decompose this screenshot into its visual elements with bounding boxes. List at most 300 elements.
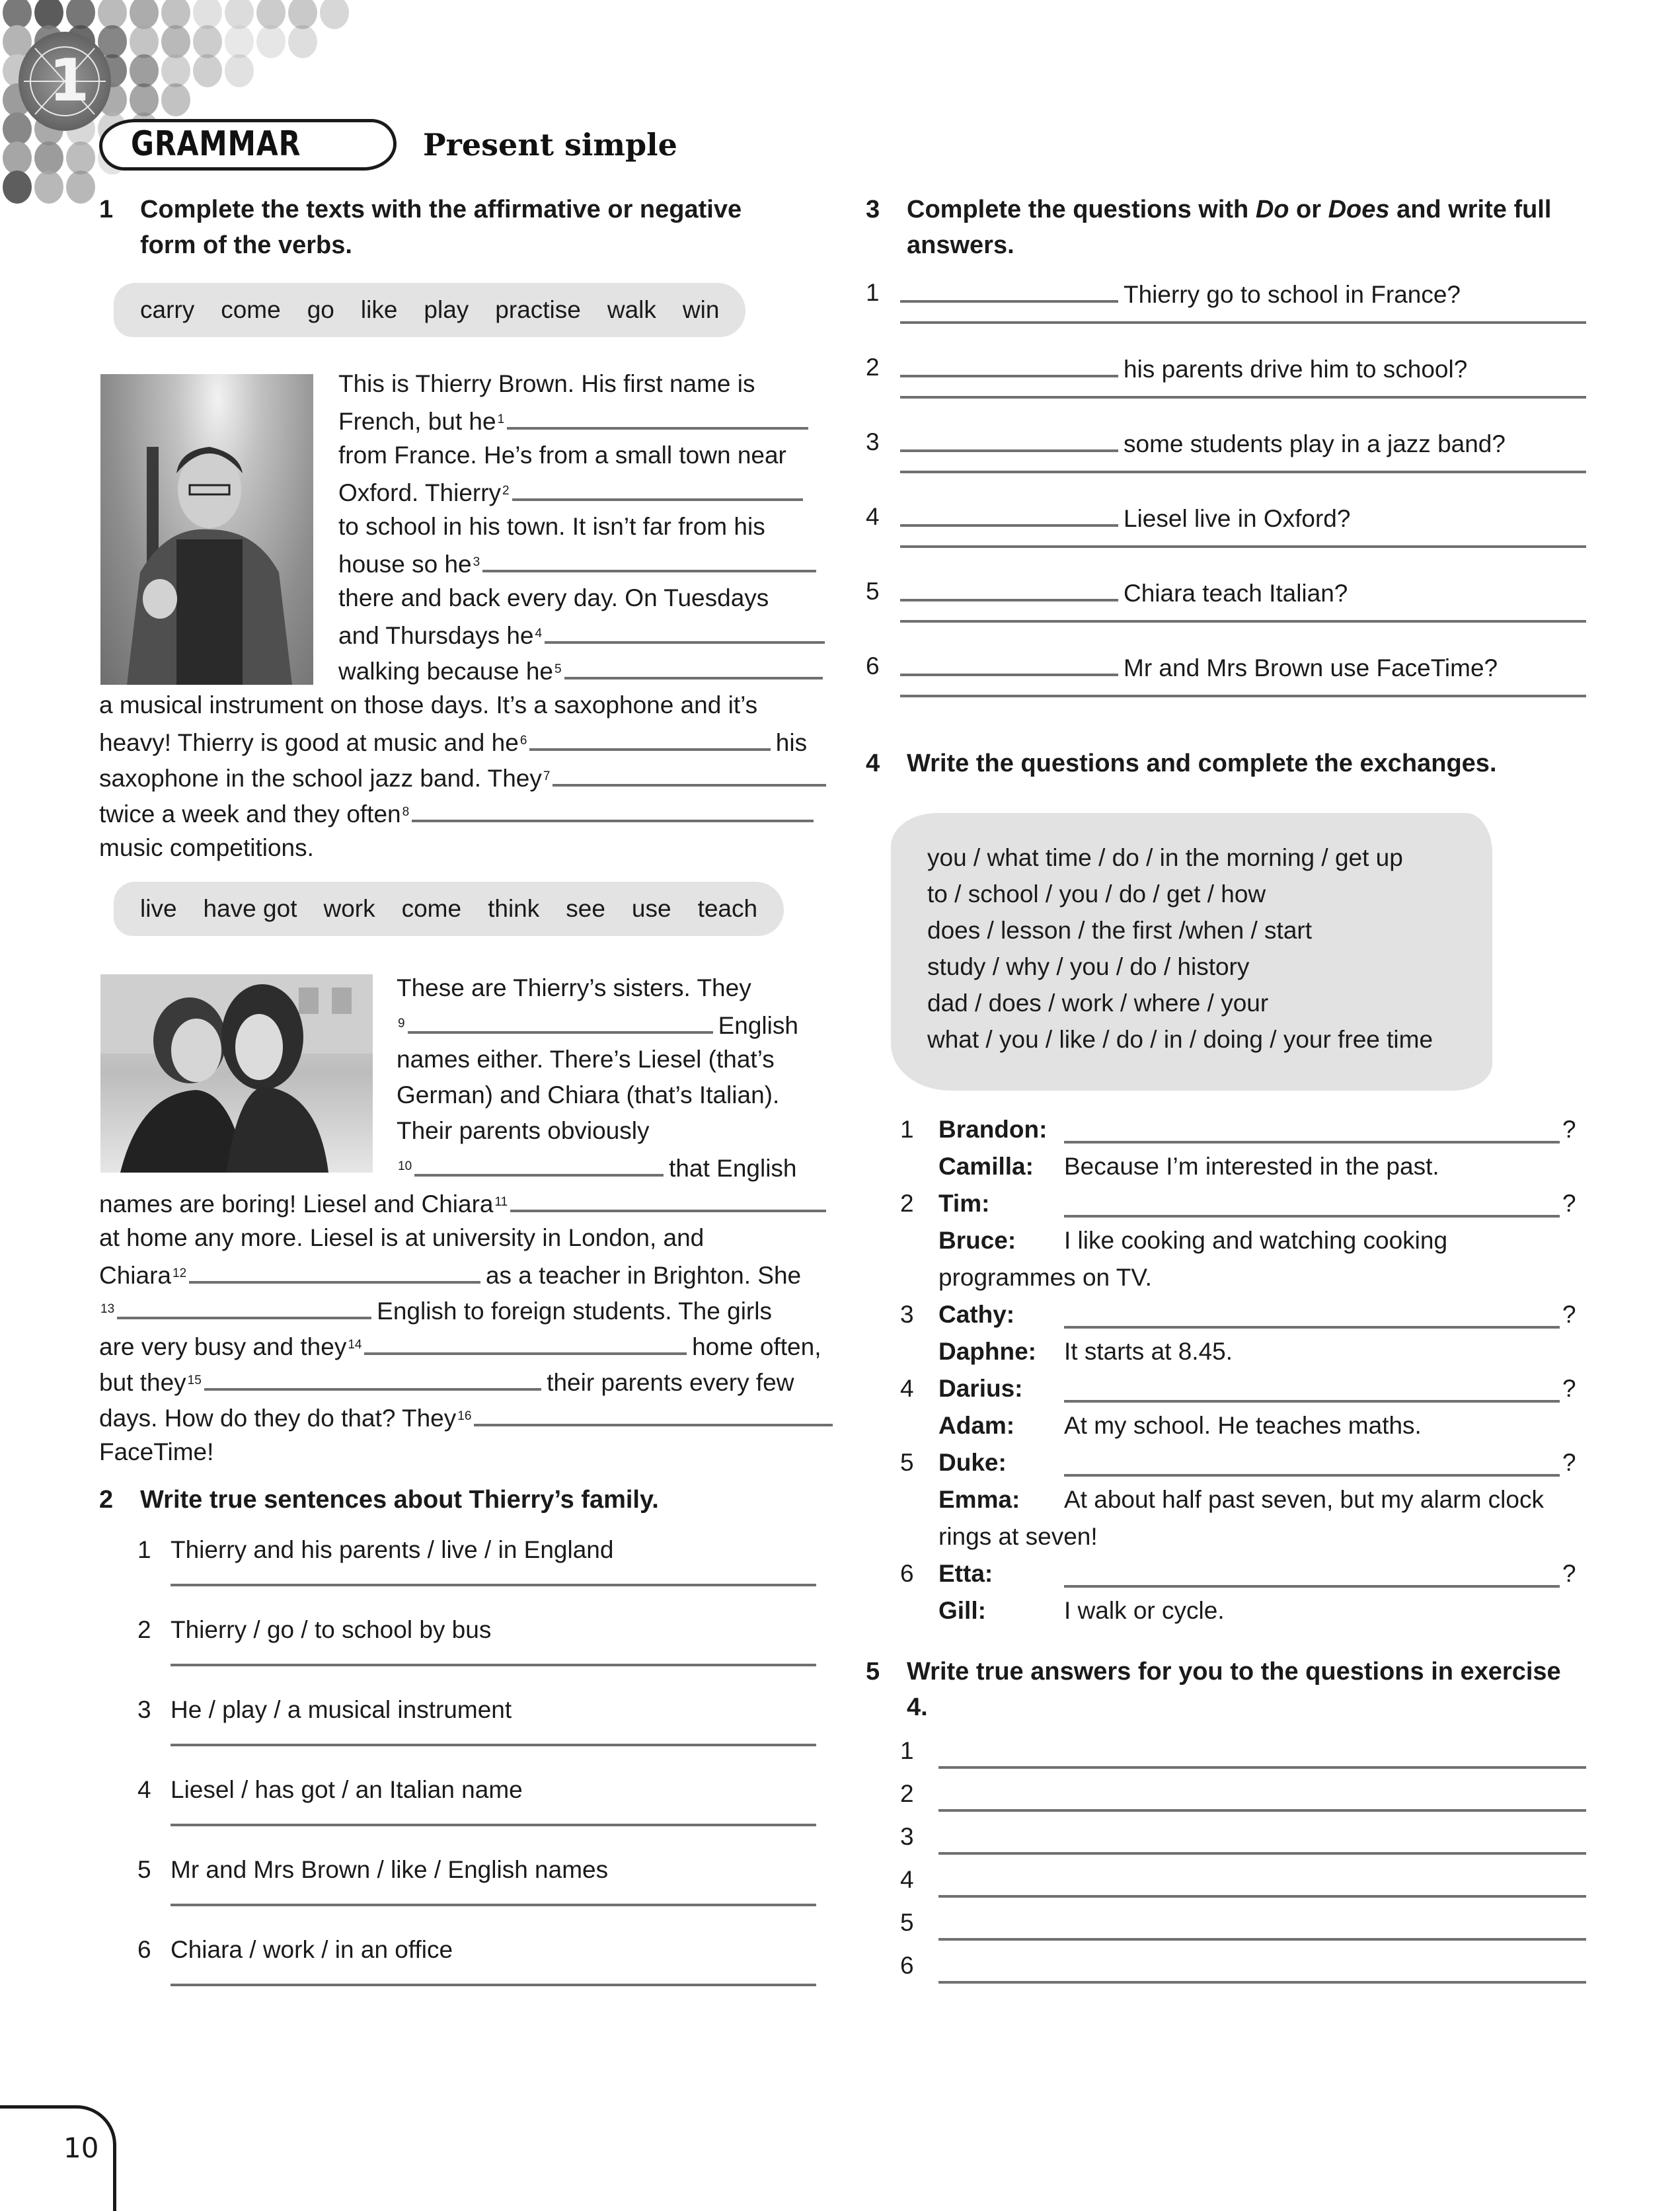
text-segment: English to foreign students. The girls xyxy=(377,1298,772,1325)
page-title: Present simple xyxy=(423,127,677,163)
question-text: Mr and Mrs Brown use FaceTime? xyxy=(1124,654,1498,681)
speaker-name: Brandon: xyxy=(938,1116,1048,1143)
item-number: 4 xyxy=(137,1776,151,1803)
gap-number: 7 xyxy=(543,769,551,783)
answer-line[interactable] xyxy=(938,1938,1586,1941)
item-number: 1 xyxy=(137,1536,151,1563)
word-box-word: win xyxy=(682,296,720,323)
exercise-number: 1 xyxy=(99,196,114,223)
item-number: 2 xyxy=(900,1780,914,1807)
answer-line[interactable] xyxy=(938,1766,1586,1769)
instruction-do: Do xyxy=(1255,196,1289,223)
item-number: 5 xyxy=(900,1909,914,1936)
prompt-line: what / you / like / do / in / doing / your free time xyxy=(927,1026,1433,1053)
text-segment: home often, xyxy=(692,1333,821,1360)
exercise-3-item xyxy=(866,424,1586,499)
text-segment: Their parents obviously xyxy=(397,1117,650,1144)
gap-number: 10 xyxy=(398,1159,412,1173)
decoration-dot xyxy=(320,0,349,29)
response-text: Because I’m interested in the past. xyxy=(1064,1153,1439,1180)
word-box-word: think xyxy=(488,895,540,922)
exercise-3-item xyxy=(866,499,1586,574)
exercise-3-item xyxy=(866,275,1586,350)
left-column xyxy=(99,192,821,2012)
gap-number: 4 xyxy=(535,627,543,640)
exercise-2-item xyxy=(99,1932,816,2007)
full-answer-line[interactable] xyxy=(900,321,1586,324)
exercise-3-item xyxy=(866,574,1586,648)
question-text: Liesel live in Oxford? xyxy=(1124,505,1351,532)
question-answer-line[interactable] xyxy=(1064,1326,1560,1329)
exchange-question-row xyxy=(866,1371,1586,1408)
answer-row xyxy=(866,1943,1586,1986)
decoration-dot xyxy=(130,25,159,58)
item-number: 1 xyxy=(900,1116,914,1143)
gap-number: 2 xyxy=(502,484,510,498)
question-mark: ? xyxy=(1562,1375,1576,1402)
word-box-word: practise xyxy=(495,296,581,323)
prompt-line: dad / does / work / where / your xyxy=(927,989,1269,1017)
text-segment: music competitions. xyxy=(99,834,314,861)
exchange-question-row xyxy=(866,1556,1586,1593)
text-line xyxy=(99,723,816,759)
text-segment: and Thursdays he xyxy=(338,622,534,649)
prompt-row xyxy=(99,1532,816,1568)
question-row xyxy=(866,499,1586,535)
page-number: 10 xyxy=(63,2132,99,2164)
prompt-row xyxy=(99,1692,816,1728)
answer-row xyxy=(866,1900,1586,1943)
text-line xyxy=(99,1256,816,1292)
item-number: 1 xyxy=(900,1737,914,1764)
decoration-dot xyxy=(66,171,95,204)
answer-line[interactable] xyxy=(938,1981,1586,1984)
decoration-dot xyxy=(130,54,159,87)
text-line xyxy=(99,473,816,509)
text-segment: but they xyxy=(99,1369,186,1396)
answer-line[interactable] xyxy=(171,1664,816,1666)
text-line xyxy=(99,795,816,830)
item-number: 6 xyxy=(137,1936,151,1963)
decoration-dot xyxy=(34,171,63,204)
text-line xyxy=(99,366,816,402)
exercise-2-heading xyxy=(99,1482,816,1518)
question-mark: ? xyxy=(1562,1301,1576,1328)
instruction-text: answers. xyxy=(907,231,1014,259)
text-line xyxy=(99,1149,816,1184)
answer-line[interactable] xyxy=(171,1904,816,1906)
word-box-word: work xyxy=(323,895,375,922)
text-segment: walking because he xyxy=(338,658,553,685)
item-number: 5 xyxy=(866,578,880,605)
text-line xyxy=(99,1006,816,1042)
text-segment: FaceTime! xyxy=(99,1438,214,1465)
text-line xyxy=(99,438,816,473)
text-line xyxy=(99,1113,816,1149)
text-segment: French, but he xyxy=(338,408,496,435)
answer-blank[interactable] xyxy=(482,545,816,572)
gap-number: 12 xyxy=(172,1266,187,1280)
item-prompt: Thierry and his parents / live / in England xyxy=(171,1536,614,1563)
question-answer-line[interactable] xyxy=(1064,1585,1560,1588)
prompt-row xyxy=(99,1772,816,1808)
decoration-dot xyxy=(130,83,159,116)
exercise-1-heading xyxy=(99,192,816,263)
question-answer-line[interactable] xyxy=(1064,1141,1560,1144)
answer-line[interactable] xyxy=(171,1984,816,1986)
exchange-answer-row xyxy=(866,1334,1586,1371)
question-mark: ? xyxy=(1562,1449,1576,1476)
do-does-blank[interactable] xyxy=(900,350,1118,377)
decoration-dot xyxy=(3,171,32,204)
section-label: GRAMMAR xyxy=(131,124,301,164)
prompt-row xyxy=(99,1932,816,1968)
item-number: 6 xyxy=(900,1560,914,1587)
speaker-name: Emma: xyxy=(938,1486,1020,1513)
answer-line[interactable] xyxy=(171,1824,816,1826)
exercise-3-heading xyxy=(866,192,1586,263)
response-text: It starts at 8.45. xyxy=(1064,1338,1233,1365)
exchange-answer-row xyxy=(866,1223,1586,1260)
exchange-answer-row xyxy=(866,1149,1586,1186)
question-text: some students play in a jazz band? xyxy=(1124,430,1506,457)
gap-number: 8 xyxy=(402,805,410,819)
question-row xyxy=(866,424,1586,460)
text-1 xyxy=(99,366,816,869)
exercise-2-item xyxy=(99,1532,816,1607)
text-segment: names are boring! Liesel and Chiara xyxy=(99,1190,494,1218)
item-number: 4 xyxy=(866,503,880,530)
word-box-2 xyxy=(114,882,784,936)
answer-row xyxy=(866,1771,1586,1814)
prompt-line: does / lesson / the first /when / start xyxy=(927,917,1312,944)
text-segment: as a teacher in Brighton. She xyxy=(485,1262,802,1289)
instruction-text: Complete the questions with xyxy=(907,196,1256,223)
answer-blank[interactable] xyxy=(414,1149,664,1177)
gap-number: 6 xyxy=(519,734,527,748)
text-1-lines xyxy=(99,366,816,866)
answer-row xyxy=(866,1814,1586,1857)
word-box-word: come xyxy=(401,895,462,922)
full-answer-line[interactable] xyxy=(900,620,1586,623)
decoration-dot xyxy=(66,141,95,175)
exercise-instruction-line: Complete the texts with the affirmative or negative xyxy=(140,196,742,223)
gap-number: 11 xyxy=(494,1195,508,1209)
text-segment: their parents every few xyxy=(547,1369,794,1396)
answer-blank[interactable] xyxy=(512,473,803,501)
response-continuation: programmes on TV. xyxy=(938,1264,1152,1291)
exercise-number: 3 xyxy=(866,196,880,223)
prompt-line: you / what time / do / in the morning / get up xyxy=(927,844,1403,871)
word-box-word: use xyxy=(631,895,671,922)
text-line xyxy=(99,1220,816,1256)
text-segment: are very busy and they xyxy=(99,1333,347,1360)
gap-number: 14 xyxy=(348,1338,362,1352)
do-does-blank[interactable] xyxy=(900,499,1118,527)
exercise-instruction: Write true answers for you to the questions in exercise 4. xyxy=(907,1658,1561,1721)
speaker-name: Etta: xyxy=(938,1560,993,1587)
question-answer-line[interactable] xyxy=(1064,1215,1560,1218)
text-line xyxy=(99,545,816,580)
word-box-word: come xyxy=(221,296,281,323)
answer-line[interactable] xyxy=(938,1852,1586,1855)
question-text: his parents drive him to school? xyxy=(1124,356,1468,383)
exercise-instruction: Write the questions and complete the exchanges. xyxy=(907,750,1497,777)
speaker-name: Tim: xyxy=(938,1190,990,1217)
text-segment: days. How do they do that? They xyxy=(99,1405,457,1432)
word-box-word: go xyxy=(307,296,334,323)
word-box-word: teach xyxy=(697,895,758,922)
gap-number: 13 xyxy=(100,1302,115,1316)
item-number: 2 xyxy=(137,1616,151,1643)
exchange-answer-row xyxy=(866,1408,1586,1445)
answer-blank[interactable] xyxy=(117,1292,371,1319)
answer-line[interactable] xyxy=(938,1895,1586,1898)
word-box-word: play xyxy=(424,296,469,323)
instruction-text: and write full xyxy=(1389,196,1552,223)
answer-row xyxy=(866,1728,1586,1771)
prompt-row xyxy=(99,1852,816,1888)
word-box-word: like xyxy=(360,296,398,323)
gap-number: 9 xyxy=(398,1017,405,1030)
decoration-dot xyxy=(193,25,222,58)
exchange-question-row xyxy=(866,1112,1586,1149)
text-segment: a musical instrument on those days. It’s a saxophone and it’s xyxy=(99,691,758,718)
exercise-number: 5 xyxy=(866,1658,880,1686)
decoration-dot xyxy=(225,54,254,87)
text-segment: his xyxy=(775,729,808,756)
item-number: 1 xyxy=(866,279,880,306)
answer-blank[interactable] xyxy=(408,1006,713,1034)
full-answer-line[interactable] xyxy=(900,695,1586,697)
gap-number: 5 xyxy=(554,662,562,676)
text-segment: to school in his town. It isn’t far from his xyxy=(338,513,765,540)
question-answer-line[interactable] xyxy=(1064,1474,1560,1477)
item-number: 4 xyxy=(900,1375,914,1402)
question-mark: ? xyxy=(1562,1190,1576,1217)
prompt-line: to / school / you / do / get / how xyxy=(927,880,1266,908)
answer-blank[interactable] xyxy=(412,795,814,822)
question-answer-line[interactable] xyxy=(1064,1400,1560,1403)
text-segment: saxophone in the school jazz band. They xyxy=(99,765,542,792)
speaker-name: Bruce: xyxy=(938,1227,1016,1254)
text-line xyxy=(99,616,816,652)
exercise-5-heading xyxy=(866,1654,1586,1725)
text-segment: heavy! Thierry is good at music and he xyxy=(99,729,519,756)
question-row xyxy=(866,574,1586,609)
item-number: 5 xyxy=(137,1856,151,1883)
text-segment: there and back every day. On Tuesdays xyxy=(338,584,769,611)
text-segment: from France. He’s from a small town near xyxy=(338,442,786,469)
exercise-3-list xyxy=(866,275,1586,723)
text-line xyxy=(99,1363,816,1399)
exchange-question-row xyxy=(866,1186,1586,1223)
text-segment: Oxford. Thierry xyxy=(338,479,502,506)
exchange-answer-row xyxy=(866,1593,1586,1630)
text-segment: Chiara xyxy=(99,1262,171,1289)
instruction-does: Does xyxy=(1328,196,1390,223)
question-mark: ? xyxy=(1562,1116,1576,1143)
item-number: 2 xyxy=(866,354,880,381)
word-box-word: walk xyxy=(607,296,656,323)
page-number-tab xyxy=(0,2105,116,2211)
prompt-row xyxy=(99,1612,816,1648)
exchange-question-row xyxy=(866,1445,1586,1482)
speaker-name: Darius: xyxy=(938,1375,1023,1402)
text-segment: that English xyxy=(669,1155,797,1182)
speaker-name: Cathy: xyxy=(938,1301,1015,1328)
answer-blank[interactable] xyxy=(529,723,770,751)
decoration-dot xyxy=(161,25,190,58)
prompt-line: study / why / you / do / history xyxy=(927,953,1250,980)
speaker-name: Daphne: xyxy=(938,1338,1036,1365)
question-mark: ? xyxy=(1562,1560,1576,1587)
gap-number: 3 xyxy=(473,555,480,569)
do-does-blank[interactable] xyxy=(900,275,1118,303)
prompt-box xyxy=(891,813,1492,1091)
question-text: Thierry go to school in France? xyxy=(1124,281,1461,308)
unit-number: 1 xyxy=(49,46,90,114)
answer-blank[interactable] xyxy=(507,402,808,430)
answer-line[interactable] xyxy=(938,1809,1586,1812)
exercise-instruction: Write true sentences about Thierry’s family. xyxy=(140,1486,659,1514)
exercise-2-item xyxy=(99,1692,816,1767)
unit-badge xyxy=(19,32,111,131)
answer-blank[interactable] xyxy=(204,1363,541,1391)
word-box-word: carry xyxy=(140,296,195,323)
question-row xyxy=(866,648,1586,684)
item-prompt: Mr and Mrs Brown / like / English names xyxy=(171,1856,609,1883)
exchange-answer-row xyxy=(866,1482,1586,1519)
gap-number: 16 xyxy=(457,1409,472,1423)
text-segment: twice a week and they often xyxy=(99,800,401,828)
item-prompt: He / play / a musical instrument xyxy=(171,1696,512,1723)
full-answer-line[interactable] xyxy=(900,471,1586,473)
item-number: 3 xyxy=(866,428,880,455)
answer-line[interactable] xyxy=(171,1584,816,1586)
question-text: Chiara teach Italian? xyxy=(1124,580,1348,607)
decoration-dot xyxy=(288,25,317,58)
item-number: 3 xyxy=(900,1301,914,1328)
decoration-dot xyxy=(225,25,254,58)
decoration-dot xyxy=(3,141,32,175)
exercise-3-item xyxy=(866,648,1586,723)
answer-blank[interactable] xyxy=(553,759,825,787)
do-does-blank[interactable] xyxy=(900,574,1118,601)
answer-blank[interactable] xyxy=(510,1184,826,1212)
exercise-2-item xyxy=(99,1772,816,1847)
gap-number: 1 xyxy=(497,412,505,426)
decoration-dot xyxy=(161,83,190,116)
text-segment: house so he xyxy=(338,551,472,578)
do-does-blank[interactable] xyxy=(900,648,1118,676)
right-column xyxy=(866,192,1586,1986)
item-number: 5 xyxy=(900,1449,914,1476)
text-segment: at home any more. Liesel is at university in London, and xyxy=(99,1224,705,1251)
item-number: 3 xyxy=(900,1823,914,1850)
text-line xyxy=(99,1042,816,1077)
answer-blank[interactable] xyxy=(364,1327,687,1355)
speaker-name: Adam: xyxy=(938,1412,1015,1439)
question-row xyxy=(866,275,1586,311)
exercise-number: 4 xyxy=(866,750,880,777)
decoration-dot xyxy=(256,25,286,58)
text-line xyxy=(99,580,816,616)
text-2 xyxy=(99,970,821,1473)
item-number: 6 xyxy=(900,1952,914,1979)
text-line xyxy=(99,652,816,687)
text-line xyxy=(99,1399,816,1434)
word-box-word: see xyxy=(566,895,605,922)
exercise-2-item xyxy=(99,1852,816,1927)
response-continuation: rings at seven! xyxy=(938,1523,1098,1550)
text-line xyxy=(99,759,816,795)
question-row xyxy=(866,350,1586,385)
speaker-name: Gill: xyxy=(938,1597,986,1624)
do-does-blank[interactable] xyxy=(900,424,1118,452)
exercise-4-heading xyxy=(866,746,1586,781)
text-line xyxy=(99,1292,816,1327)
exercise-2-item xyxy=(99,1612,816,1687)
text-line xyxy=(99,830,816,866)
text-line xyxy=(99,970,816,1006)
word-box-word: have got xyxy=(203,895,297,922)
exchange-question-row xyxy=(866,1297,1586,1334)
text-segment: This is Thierry Brown. His first name is xyxy=(338,370,755,397)
full-answer-line[interactable] xyxy=(900,396,1586,399)
speaker-name: Camilla: xyxy=(938,1153,1034,1180)
exercise-4-exchanges xyxy=(866,1112,1586,1630)
text-line xyxy=(99,402,816,438)
item-prompt: Liesel / has got / an Italian name xyxy=(171,1776,523,1803)
text-line xyxy=(99,1434,816,1470)
item-number: 4 xyxy=(900,1866,914,1893)
exercise-2-list xyxy=(99,1532,816,2007)
response-text: At about half past seven, but my alarm clock xyxy=(1064,1486,1544,1513)
text-line xyxy=(99,1077,816,1113)
decoration-dot xyxy=(34,141,63,175)
answer-blank[interactable] xyxy=(474,1399,833,1426)
response-text: I like cooking and watching cooking xyxy=(1064,1227,1448,1254)
answer-blank[interactable] xyxy=(545,616,825,644)
text-segment: These are Thierry’s sisters. They xyxy=(397,974,751,1001)
instruction-text: or xyxy=(1289,196,1328,223)
exercise-3-item xyxy=(866,350,1586,424)
item-prompt: Thierry / go / to school by bus xyxy=(171,1616,492,1643)
text-segment: English xyxy=(718,1012,798,1039)
decoration-dot xyxy=(161,54,190,87)
item-number: 6 xyxy=(866,652,880,679)
exercise-instruction-line: form of the verbs. xyxy=(140,231,352,259)
item-number: 2 xyxy=(900,1190,914,1217)
text-2-lines xyxy=(99,970,821,1470)
answer-line[interactable] xyxy=(171,1744,816,1746)
item-number: 3 xyxy=(137,1696,151,1723)
exercise-number: 2 xyxy=(99,1486,114,1514)
decoration-dot xyxy=(193,54,222,87)
response-text: At my school. He teaches maths. xyxy=(1064,1412,1422,1439)
text-line xyxy=(99,509,816,545)
exercise-5-list xyxy=(866,1728,1586,1986)
text-line xyxy=(99,1184,816,1220)
text-segment: names either. There’s Liesel (that’s xyxy=(397,1046,775,1073)
response-text: I walk or cycle. xyxy=(1064,1597,1225,1624)
answer-blank[interactable] xyxy=(189,1256,480,1284)
text-line xyxy=(99,1327,821,1363)
word-box-word: live xyxy=(140,895,177,922)
full-answer-line[interactable] xyxy=(900,545,1586,548)
answer-blank[interactable] xyxy=(564,652,823,679)
